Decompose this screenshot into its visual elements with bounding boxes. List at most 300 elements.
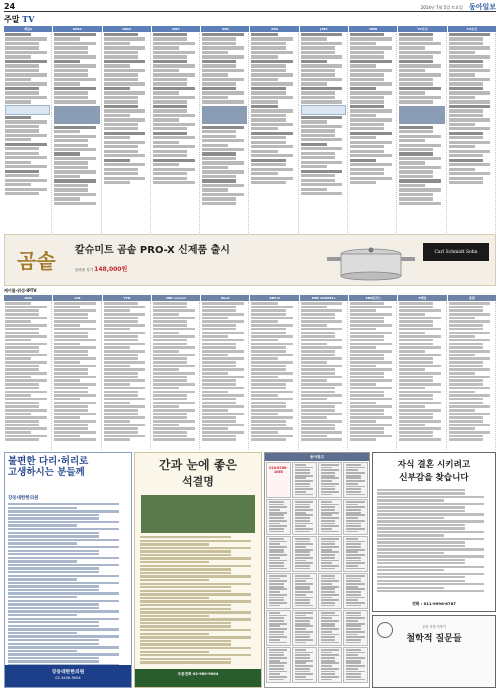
fine-print-line <box>54 413 96 416</box>
fine-print-line <box>321 501 332 503</box>
fine-print-line <box>269 620 284 622</box>
fine-print-line <box>321 551 339 553</box>
fine-print-line <box>202 391 228 394</box>
fine-print-line <box>350 64 376 67</box>
book-ad-subtitle: 우리 가족 이야기 <box>422 625 446 629</box>
fine-print-line <box>301 33 343 36</box>
classified-item[interactable] <box>318 499 343 535</box>
fine-print-line <box>54 438 96 441</box>
fine-print-line <box>449 145 475 148</box>
herbal-ad[interactable] <box>134 452 262 688</box>
fine-print-line <box>321 509 336 511</box>
classified-item[interactable] <box>318 536 343 572</box>
fine-print-line <box>295 512 306 514</box>
fine-print-line <box>54 365 96 368</box>
fine-print-line <box>399 431 433 434</box>
fine-print-line <box>269 671 287 673</box>
fine-print-line <box>346 509 361 511</box>
fine-print-line <box>301 346 343 349</box>
clinic-ad-head <box>5 453 131 493</box>
fine-print-line <box>153 123 195 126</box>
fine-print-line <box>449 435 483 438</box>
fine-print-line <box>346 580 361 582</box>
classified-item[interactable] <box>292 536 317 572</box>
book-ad-title: 철학적 질문들 <box>406 634 462 644</box>
fine-print-line <box>449 332 491 335</box>
fine-print-line <box>251 60 293 63</box>
fine-print-line <box>449 87 483 90</box>
fine-print-line <box>295 523 313 525</box>
fine-print-line <box>202 420 236 423</box>
fine-print-line <box>449 177 483 180</box>
fine-print-line <box>140 658 231 660</box>
fine-print-line <box>269 531 284 533</box>
fine-print-line <box>251 100 277 103</box>
classified-item[interactable] <box>266 499 291 535</box>
fine-print-line <box>295 486 310 488</box>
fine-print-line <box>350 105 384 108</box>
fine-print-line <box>295 657 310 659</box>
clinic-ad[interactable] <box>4 452 132 688</box>
fine-print-line <box>346 562 364 564</box>
fine-print-line <box>153 328 195 331</box>
fine-print-line <box>321 597 332 599</box>
fine-print-line <box>104 33 138 36</box>
fine-print-line <box>449 387 491 390</box>
fine-print-line <box>251 405 285 408</box>
fine-print-line <box>449 394 491 397</box>
fine-print-line <box>104 387 146 390</box>
fine-print-line <box>140 636 251 638</box>
fine-print-line <box>269 594 287 596</box>
fine-print-line <box>202 126 244 129</box>
fine-print-line <box>54 82 80 85</box>
fine-print-line <box>54 46 88 49</box>
classified-phone: 010-8780-1060 <box>269 466 288 474</box>
fine-print-line <box>140 604 231 606</box>
fine-print-line <box>153 361 187 364</box>
fine-print-line <box>321 605 336 607</box>
fine-print-line <box>399 416 433 419</box>
classified-item[interactable] <box>343 499 368 535</box>
fine-print-line <box>104 372 138 375</box>
fine-print-line <box>449 391 475 394</box>
fine-print-line <box>153 91 179 94</box>
fine-print-line <box>202 64 236 67</box>
fine-print-line <box>54 202 96 205</box>
fine-print-line <box>104 118 146 121</box>
fine-print-line <box>202 202 236 205</box>
fine-print-line <box>251 354 293 357</box>
classified-item[interactable] <box>292 647 317 683</box>
fine-print-line <box>350 328 376 331</box>
classified-item[interactable] <box>318 462 343 498</box>
fine-print-line <box>8 628 119 630</box>
fine-print-line <box>251 141 285 144</box>
fine-print-line <box>54 313 88 316</box>
fine-print-line <box>321 649 339 651</box>
fine-print-line <box>321 486 336 488</box>
fine-print-line <box>301 174 335 177</box>
fine-print-line <box>153 309 195 312</box>
fine-print-line <box>301 37 327 40</box>
fine-print-line <box>54 368 88 371</box>
fine-print-line <box>8 517 99 519</box>
schedule-column <box>250 33 298 233</box>
fine-print-line <box>5 387 39 390</box>
channel-header: JTBC <box>300 26 348 32</box>
fine-print-line <box>350 379 392 382</box>
fine-print-line <box>449 420 483 423</box>
fine-print-line <box>153 73 195 76</box>
classified-item[interactable] <box>343 573 368 609</box>
fine-print-line <box>449 365 483 368</box>
fine-print-line <box>104 416 146 419</box>
fine-print-line <box>449 127 491 130</box>
bottom-ads-area <box>4 452 496 688</box>
fine-print-line <box>449 172 491 175</box>
fine-print-line <box>202 361 236 364</box>
fine-print-line <box>153 159 195 162</box>
fine-print-line <box>202 91 244 94</box>
fine-print-line <box>295 631 313 633</box>
fine-print-line <box>202 438 236 441</box>
fine-print-line <box>251 365 285 368</box>
cable-channel-header: OCN <box>4 295 52 301</box>
fine-print-line <box>350 368 392 371</box>
fine-print-line <box>301 309 343 312</box>
fine-print-line <box>202 96 228 99</box>
fine-print-line <box>346 597 364 599</box>
fine-print-line <box>399 376 433 379</box>
fine-print-line <box>377 576 465 578</box>
fine-print-line <box>449 302 491 305</box>
fine-print-line <box>321 599 339 601</box>
fine-print-line <box>301 306 327 309</box>
herbal-ad-head <box>135 453 261 492</box>
fine-print-line <box>269 551 284 553</box>
fine-print-line <box>449 42 483 45</box>
fine-print-line <box>54 184 88 187</box>
fine-print-line <box>301 361 327 364</box>
fine-print-line <box>269 654 284 656</box>
fine-print-line <box>321 620 339 622</box>
classified-item[interactable] <box>318 573 343 609</box>
fine-print-line <box>8 610 119 612</box>
classified-item[interactable] <box>343 647 368 683</box>
fine-print-line <box>140 640 231 642</box>
fine-print-line <box>5 69 39 72</box>
fine-print-line <box>321 671 336 673</box>
classified-item[interactable] <box>292 573 317 609</box>
fine-print-line <box>449 55 491 58</box>
fine-print-line <box>5 361 47 364</box>
fine-print-line <box>251 313 285 316</box>
fine-print-line <box>54 435 80 438</box>
fine-print-line <box>202 402 236 405</box>
classified-item[interactable] <box>266 462 291 498</box>
fine-print-line <box>321 583 332 585</box>
fine-print-line <box>269 512 287 514</box>
fine-print-line <box>202 346 236 349</box>
fine-print-line <box>350 302 384 305</box>
classified-item[interactable] <box>292 499 317 535</box>
fine-print-line <box>153 100 187 103</box>
fine-print-line <box>449 313 491 316</box>
fine-print-line <box>140 633 209 635</box>
fine-print-line <box>346 657 364 659</box>
fine-print-line <box>399 383 441 386</box>
fine-print-line <box>269 554 287 556</box>
fine-print-line <box>449 416 483 419</box>
fine-print-line <box>301 420 343 423</box>
fine-print-line <box>350 416 392 419</box>
fine-print-line <box>449 339 491 342</box>
fine-print-line <box>54 350 88 353</box>
fine-print-line <box>153 172 187 175</box>
classified-item[interactable] <box>343 610 368 646</box>
fine-print-line <box>295 652 313 654</box>
fine-print-line <box>449 91 491 94</box>
fine-print-line <box>350 394 384 397</box>
fine-print-line <box>301 328 343 331</box>
fine-print-line <box>399 372 441 375</box>
fine-print-line <box>346 491 361 493</box>
fine-print-line <box>301 60 327 63</box>
fine-print-line <box>251 154 293 157</box>
fine-print-line <box>346 628 361 630</box>
fine-print-line <box>301 179 335 182</box>
fine-print-line <box>104 42 130 45</box>
fine-print-line <box>346 469 357 471</box>
cable-column <box>152 302 200 450</box>
fine-print-line <box>202 435 236 438</box>
fine-print-line <box>153 78 187 81</box>
classified-item[interactable] <box>266 610 291 646</box>
fine-print-line <box>251 123 293 126</box>
marriage-ad-headline-1: 자식 결혼 시키려고 <box>397 460 471 470</box>
fine-print-line <box>5 42 39 45</box>
fine-print-line <box>202 42 236 45</box>
fine-print-line <box>269 525 287 527</box>
fine-print-line <box>295 612 313 614</box>
fine-print-line <box>153 163 179 166</box>
fine-print-line <box>295 549 313 551</box>
fine-print-line <box>321 580 339 582</box>
fine-print-line <box>301 438 343 441</box>
fine-print-line <box>54 346 96 349</box>
fine-print-line <box>350 91 392 94</box>
marriage-ad[interactable] <box>372 452 496 612</box>
fine-print-line <box>449 368 491 371</box>
fine-print-line <box>54 64 96 67</box>
classified-item[interactable] <box>318 610 343 646</box>
fine-print-line <box>104 73 138 76</box>
fine-print-line <box>54 188 88 191</box>
classified-item[interactable] <box>292 462 317 498</box>
fine-print-line <box>346 504 357 506</box>
cable-column <box>250 302 298 450</box>
fine-print-line <box>350 150 384 153</box>
fine-print-line <box>202 365 236 368</box>
fine-print-line <box>346 617 364 619</box>
fine-print-line <box>153 343 187 346</box>
fine-print-line <box>399 148 433 151</box>
fine-print-line <box>399 346 441 349</box>
fine-print-line <box>202 324 236 327</box>
fine-print-line <box>251 409 293 412</box>
fine-print-line <box>54 126 96 129</box>
fine-print-line <box>346 679 364 681</box>
fine-print-line <box>449 159 483 162</box>
schedule-column <box>201 33 249 233</box>
fine-print-line <box>350 354 384 357</box>
fine-print-line <box>350 141 392 144</box>
fine-print-line <box>399 302 433 305</box>
fine-print-line <box>301 73 335 76</box>
fine-print-line <box>5 129 39 132</box>
fine-print-line <box>301 394 343 397</box>
fine-print-line <box>251 332 285 335</box>
fine-print-line <box>321 668 339 670</box>
fine-print-line <box>251 64 285 67</box>
fine-print-line <box>5 134 47 137</box>
fine-print-line <box>321 631 332 633</box>
classified-item[interactable] <box>266 647 291 683</box>
fine-print-line <box>350 335 384 338</box>
classified-item[interactable] <box>318 647 343 683</box>
classified-ads[interactable] <box>264 452 370 688</box>
fine-print-line <box>350 398 392 401</box>
fine-print-line <box>321 512 339 514</box>
fine-print-line <box>54 357 96 360</box>
fine-print-line <box>377 580 465 582</box>
fine-print-line <box>346 660 361 662</box>
classified-item[interactable] <box>266 573 291 609</box>
fine-print-line <box>301 398 327 401</box>
fine-print-line <box>269 517 284 519</box>
fine-print-line <box>140 600 251 602</box>
program-thumbnail <box>54 106 99 124</box>
fine-print-line <box>54 387 88 390</box>
fine-print-line <box>350 51 384 54</box>
fine-print-line <box>5 91 39 94</box>
fine-print-line <box>54 33 96 36</box>
fine-print-line <box>449 343 483 346</box>
fine-print-line <box>301 409 335 412</box>
classified-item[interactable] <box>343 536 368 572</box>
fine-print-line <box>202 69 244 72</box>
fine-print-line <box>350 387 392 390</box>
fine-print-line <box>399 339 433 342</box>
fine-print-line <box>301 332 335 335</box>
fine-print-line <box>251 55 277 58</box>
classified-item[interactable] <box>292 610 317 646</box>
fine-print-line <box>350 73 384 76</box>
fine-print-line <box>251 350 285 353</box>
fine-print-line <box>104 109 146 112</box>
fine-print-line <box>301 402 343 405</box>
fine-print-line <box>5 179 47 182</box>
fine-print-line <box>5 33 31 36</box>
fine-print-line <box>251 145 293 148</box>
fine-print-line <box>321 617 332 619</box>
fine-print-line <box>251 376 277 379</box>
fine-print-line <box>449 335 475 338</box>
fine-print-line <box>5 372 47 375</box>
fine-print-line <box>301 120 327 123</box>
cookware-ad-banner[interactable] <box>4 234 496 286</box>
fine-print-line <box>449 154 483 157</box>
cable-section-title: 케이블·위성·IPTV <box>4 287 37 293</box>
book-ad[interactable] <box>372 615 496 688</box>
fine-print-line <box>449 409 475 412</box>
fine-print-line <box>104 383 130 386</box>
book-logo-icon <box>377 622 393 638</box>
classified-item[interactable] <box>266 536 291 572</box>
fine-print-line <box>251 150 277 153</box>
fine-print-line <box>140 618 251 620</box>
schedule-column <box>349 33 397 233</box>
program-thumbnail <box>399 106 444 124</box>
fine-print-line <box>269 628 287 630</box>
fine-print-line <box>269 520 287 522</box>
fine-print-line <box>104 163 146 166</box>
fine-print-line <box>54 427 88 430</box>
fine-print-line <box>346 605 361 607</box>
clinic-phone-title: 강동대한한의원 <box>51 670 85 675</box>
channel-header: TV조선 <box>448 26 496 32</box>
fine-print-line <box>301 100 343 103</box>
fine-print-line <box>350 100 384 103</box>
fine-print-line <box>5 188 47 191</box>
fine-print-line <box>269 652 284 654</box>
ad-price-label: 동아몰 특가 <box>75 268 94 272</box>
fine-print-line <box>399 179 441 182</box>
fine-print-line <box>346 583 364 585</box>
fine-print-line <box>5 143 47 146</box>
fine-print-line <box>5 302 31 305</box>
fine-print-line <box>251 69 285 72</box>
fine-print-line <box>202 335 228 338</box>
fine-print-line <box>251 132 293 135</box>
fine-print-line <box>5 398 47 401</box>
fine-print-line <box>321 662 339 664</box>
fine-print-line <box>104 431 138 434</box>
schedule-column <box>300 33 348 233</box>
fine-print-line <box>54 420 96 423</box>
fine-print-line <box>202 152 236 155</box>
fine-print-line <box>104 335 138 338</box>
fine-print-line <box>346 602 364 604</box>
fine-print-line <box>449 398 483 401</box>
fine-print-line <box>346 652 364 654</box>
fine-print-line <box>269 602 287 604</box>
fine-print-line <box>399 202 441 205</box>
fine-print-line <box>269 679 284 681</box>
section-title-bar <box>4 13 496 25</box>
fine-print-line <box>153 357 187 360</box>
fine-print-line <box>295 605 313 607</box>
fine-print-line <box>104 78 138 81</box>
fine-print-line <box>153 368 179 371</box>
fine-print-line <box>104 302 138 305</box>
fine-print-line <box>350 154 392 157</box>
classified-item[interactable] <box>343 462 368 498</box>
channel-header: EBS <box>250 26 298 32</box>
fine-print-line <box>8 660 99 662</box>
fine-print-line <box>8 632 77 634</box>
